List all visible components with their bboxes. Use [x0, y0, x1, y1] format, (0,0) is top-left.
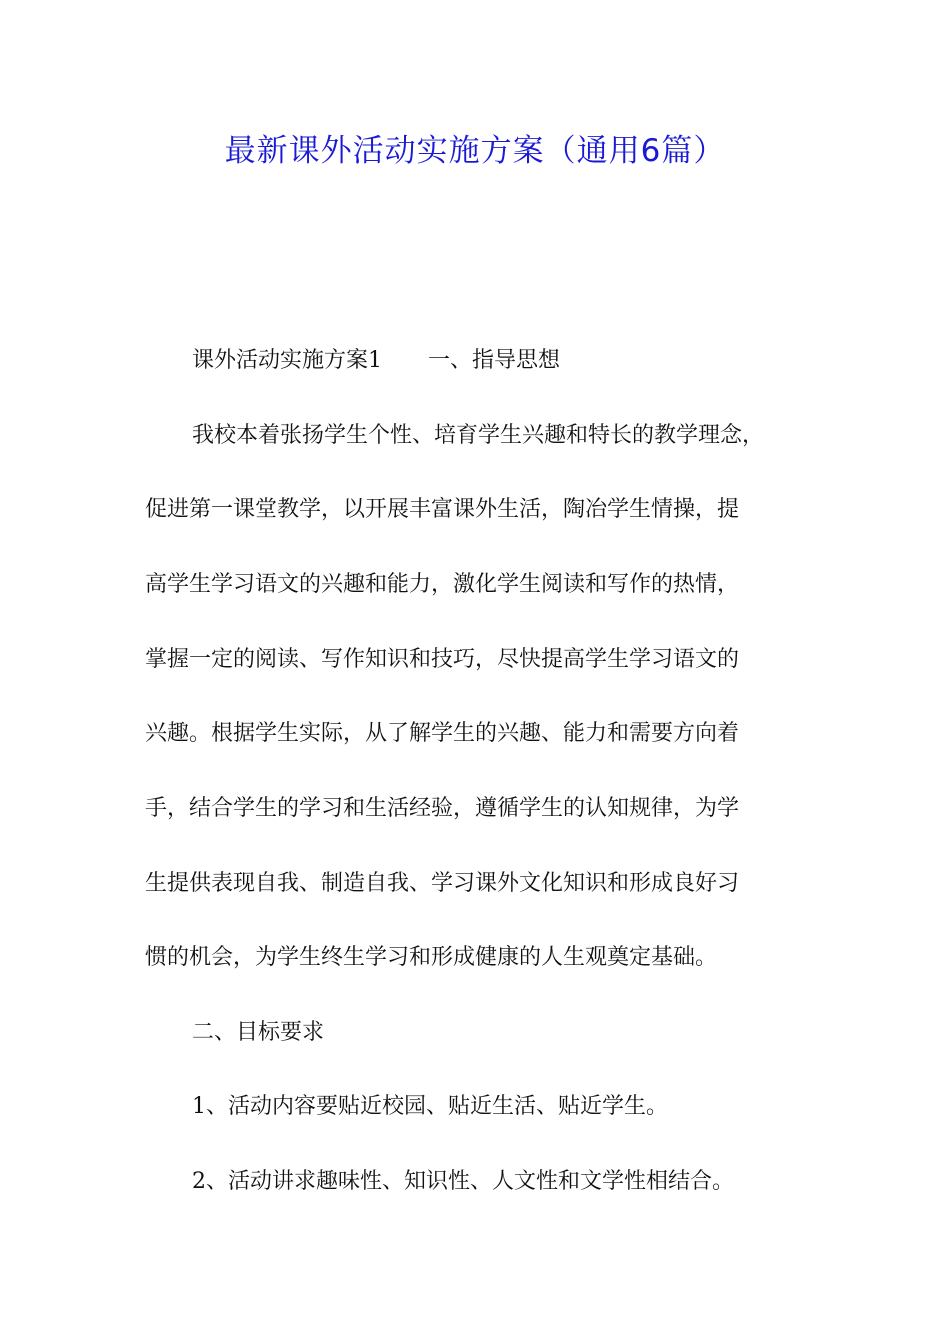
- section-heading-line: [192, 345, 882, 377]
- subsection-heading: 一、指导思想: [428, 348, 561, 373]
- section-heading: 二、目标要求: [192, 1020, 325, 1045]
- section-title: 课外活动实施方案1: [192, 348, 382, 373]
- paragraph-line: 兴趣。根据学生实际，从了解学生的兴趣、能力和需要方向着: [145, 721, 740, 746]
- document-title: 最新课外活动实施方案（通用6篇）: [224, 133, 726, 169]
- list-item: 2、活动讲求趣味性、知识性、人文性和文学性相结合。: [192, 1169, 734, 1194]
- list-item: 1、活动内容要贴近校园、贴近生活、贴近学生。: [192, 1094, 668, 1119]
- paragraph-line: 高学生学习语文的兴趣和能力，激化学生阅读和写作的热情，: [145, 572, 740, 597]
- paragraph-line: 掌握一定的阅读、写作知识和技巧，尽快提高学生学习语文的: [145, 647, 740, 672]
- paragraph-line: 生提供表现自我、制造自我、学习课外文化知识和形成良好习: [145, 871, 740, 896]
- paragraph-line: 手，结合学生的学习和生活经验，遵循学生的认知规律，为学: [145, 796, 740, 821]
- paragraph-line: 惯的机会，为学生终生学习和形成健康的人生观奠定基础。: [145, 945, 718, 970]
- paragraph-line: 促进第一课堂教学，以开展丰富课外生活，陶冶学生情操，提: [145, 497, 740, 522]
- paragraph-line: 我校本着张扬学生个性、培育学生兴趣和特长的教学理念，: [192, 423, 765, 448]
